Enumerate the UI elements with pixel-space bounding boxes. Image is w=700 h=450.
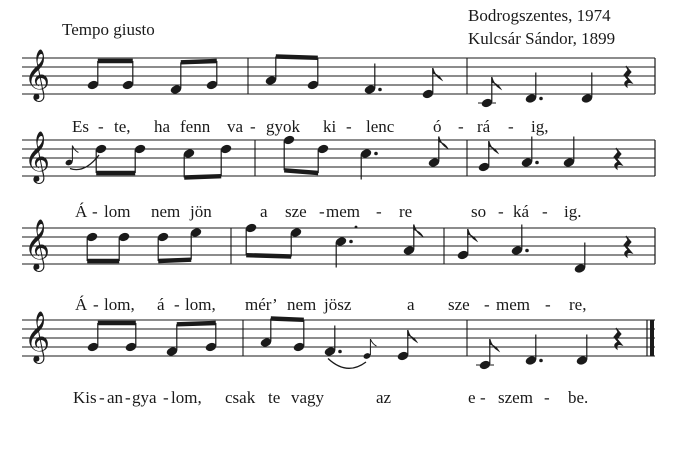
grace-flag: [370, 339, 376, 346]
augmentation-dot: [539, 359, 543, 363]
lyric-syllable: lenc: [366, 117, 395, 136]
lyric-hyphen: -: [99, 388, 105, 407]
lyric-hyphen: -: [544, 388, 550, 407]
lyric-syllable: Kis: [73, 388, 97, 407]
lyric-syllable: a: [407, 295, 415, 314]
beam: [246, 255, 291, 256]
lyric-syllable: sze: [448, 295, 470, 314]
lyric-hyphen: -: [376, 202, 382, 221]
lyric-syllable: vagy: [291, 388, 325, 407]
lyric-syllable: te,: [114, 117, 131, 136]
lyric-syllable: szem: [498, 388, 533, 407]
tempo-marking: Tempo giusto: [62, 20, 155, 39]
lyric-syllable: va: [227, 117, 244, 136]
lyric-syllable: be.: [568, 388, 589, 407]
treble-clef: 𝄞: [24, 219, 51, 270]
lyric-syllable: lom,: [185, 295, 216, 314]
augmentation-dot: [374, 152, 378, 156]
augmentation-dot: [525, 249, 529, 253]
lyric-syllable: mem: [496, 295, 530, 314]
lyric-syllable: lom: [104, 202, 131, 221]
augmentation-dot: [338, 350, 342, 354]
lyric-syllable: ká: [513, 202, 530, 221]
lyric-syllable: rá: [477, 117, 491, 136]
lyric-hyphen: -: [480, 388, 486, 407]
lyric-syllable: ig.: [564, 202, 582, 221]
lyric-hyphen: -: [98, 117, 104, 136]
treble-clef: 𝄞: [24, 311, 51, 362]
lyric-syllable: ig,: [531, 117, 549, 136]
lyric-hyphen: -: [545, 295, 551, 314]
note-flag: [492, 77, 501, 89]
lyric-syllable: mem: [326, 202, 360, 221]
lyric-syllable: gyok: [266, 117, 300, 136]
note-flag: [490, 339, 499, 351]
lyric-hyphen: -: [319, 202, 325, 221]
lyric-syllable: jösz: [324, 295, 352, 314]
lyric-syllable: lom,: [104, 295, 135, 314]
lyric-syllable: mér’: [245, 295, 278, 314]
augmentation-dot: [378, 88, 382, 92]
lyric-syllable: csak: [225, 388, 256, 407]
place-date: Bodrogszentes, 1974: [468, 6, 611, 25]
lyric-syllable: á: [157, 295, 165, 314]
lyric-syllable: fenn: [180, 117, 211, 136]
note-flag: [439, 137, 448, 149]
lyric-hyphen: -: [125, 388, 131, 407]
lyric-syllable: a: [260, 202, 268, 221]
augmentation-dot: [535, 161, 539, 165]
lyric-hyphen: -: [508, 117, 514, 136]
staccato-dot: [355, 226, 358, 229]
note-flag: [433, 68, 442, 80]
note-flag: [468, 229, 477, 241]
lyric-hyphen: -: [174, 295, 180, 314]
lyric-syllable: so: [471, 202, 487, 221]
lyric-syllable: gya: [132, 388, 157, 407]
augmentation-dot: [349, 240, 353, 244]
lyric-hyphen: -: [458, 117, 464, 136]
slur: [328, 359, 366, 369]
treble-clef: 𝄞: [24, 49, 51, 100]
lyric-syllable: ha: [154, 117, 171, 136]
lyric-syllable: nem: [151, 202, 181, 221]
beam: [284, 170, 318, 173]
lyric-syllable: re,: [569, 295, 587, 314]
lyric-syllable: lom,: [171, 388, 202, 407]
lyric-syllable: jön: [190, 202, 212, 221]
lyric-syllable: an: [107, 388, 124, 407]
note-flag: [414, 225, 423, 237]
lyric-syllable: e: [468, 388, 476, 407]
lyric-syllable: re: [399, 202, 413, 221]
lyric-hyphen: -: [542, 202, 548, 221]
lyric-syllable: Á: [75, 202, 88, 221]
lyric-syllable: ki: [323, 117, 337, 136]
lyric-hyphen: -: [163, 388, 169, 407]
lyric-syllable: te: [268, 388, 281, 407]
augmentation-dot: [539, 97, 543, 101]
lyric-syllable: ó: [433, 117, 442, 136]
treble-clef: 𝄞: [24, 131, 51, 182]
beam: [184, 176, 221, 177]
lyric-hyphen: -: [92, 202, 98, 221]
lyric-hyphen: -: [484, 295, 490, 314]
lyric-hyphen: -: [498, 202, 504, 221]
lyric-hyphen: -: [250, 117, 256, 136]
note-flag: [489, 141, 498, 153]
lyric-hyphen: -: [93, 295, 99, 314]
lyric-hyphen: -: [346, 117, 352, 136]
lyric-syllable: az: [376, 388, 392, 407]
lyric-syllable: sze: [285, 202, 307, 221]
lyric-syllable: Es: [72, 117, 89, 136]
beam: [158, 260, 191, 261]
note-flag: [408, 330, 417, 342]
singer-credit: Kulcsár Sándor, 1899: [468, 29, 616, 48]
beam: [177, 323, 216, 324]
lyric-syllable: nem: [287, 295, 317, 314]
beam: [181, 61, 217, 62]
beam: [276, 57, 318, 58]
beam: [271, 319, 304, 320]
lyric-syllable: Á: [75, 295, 88, 314]
